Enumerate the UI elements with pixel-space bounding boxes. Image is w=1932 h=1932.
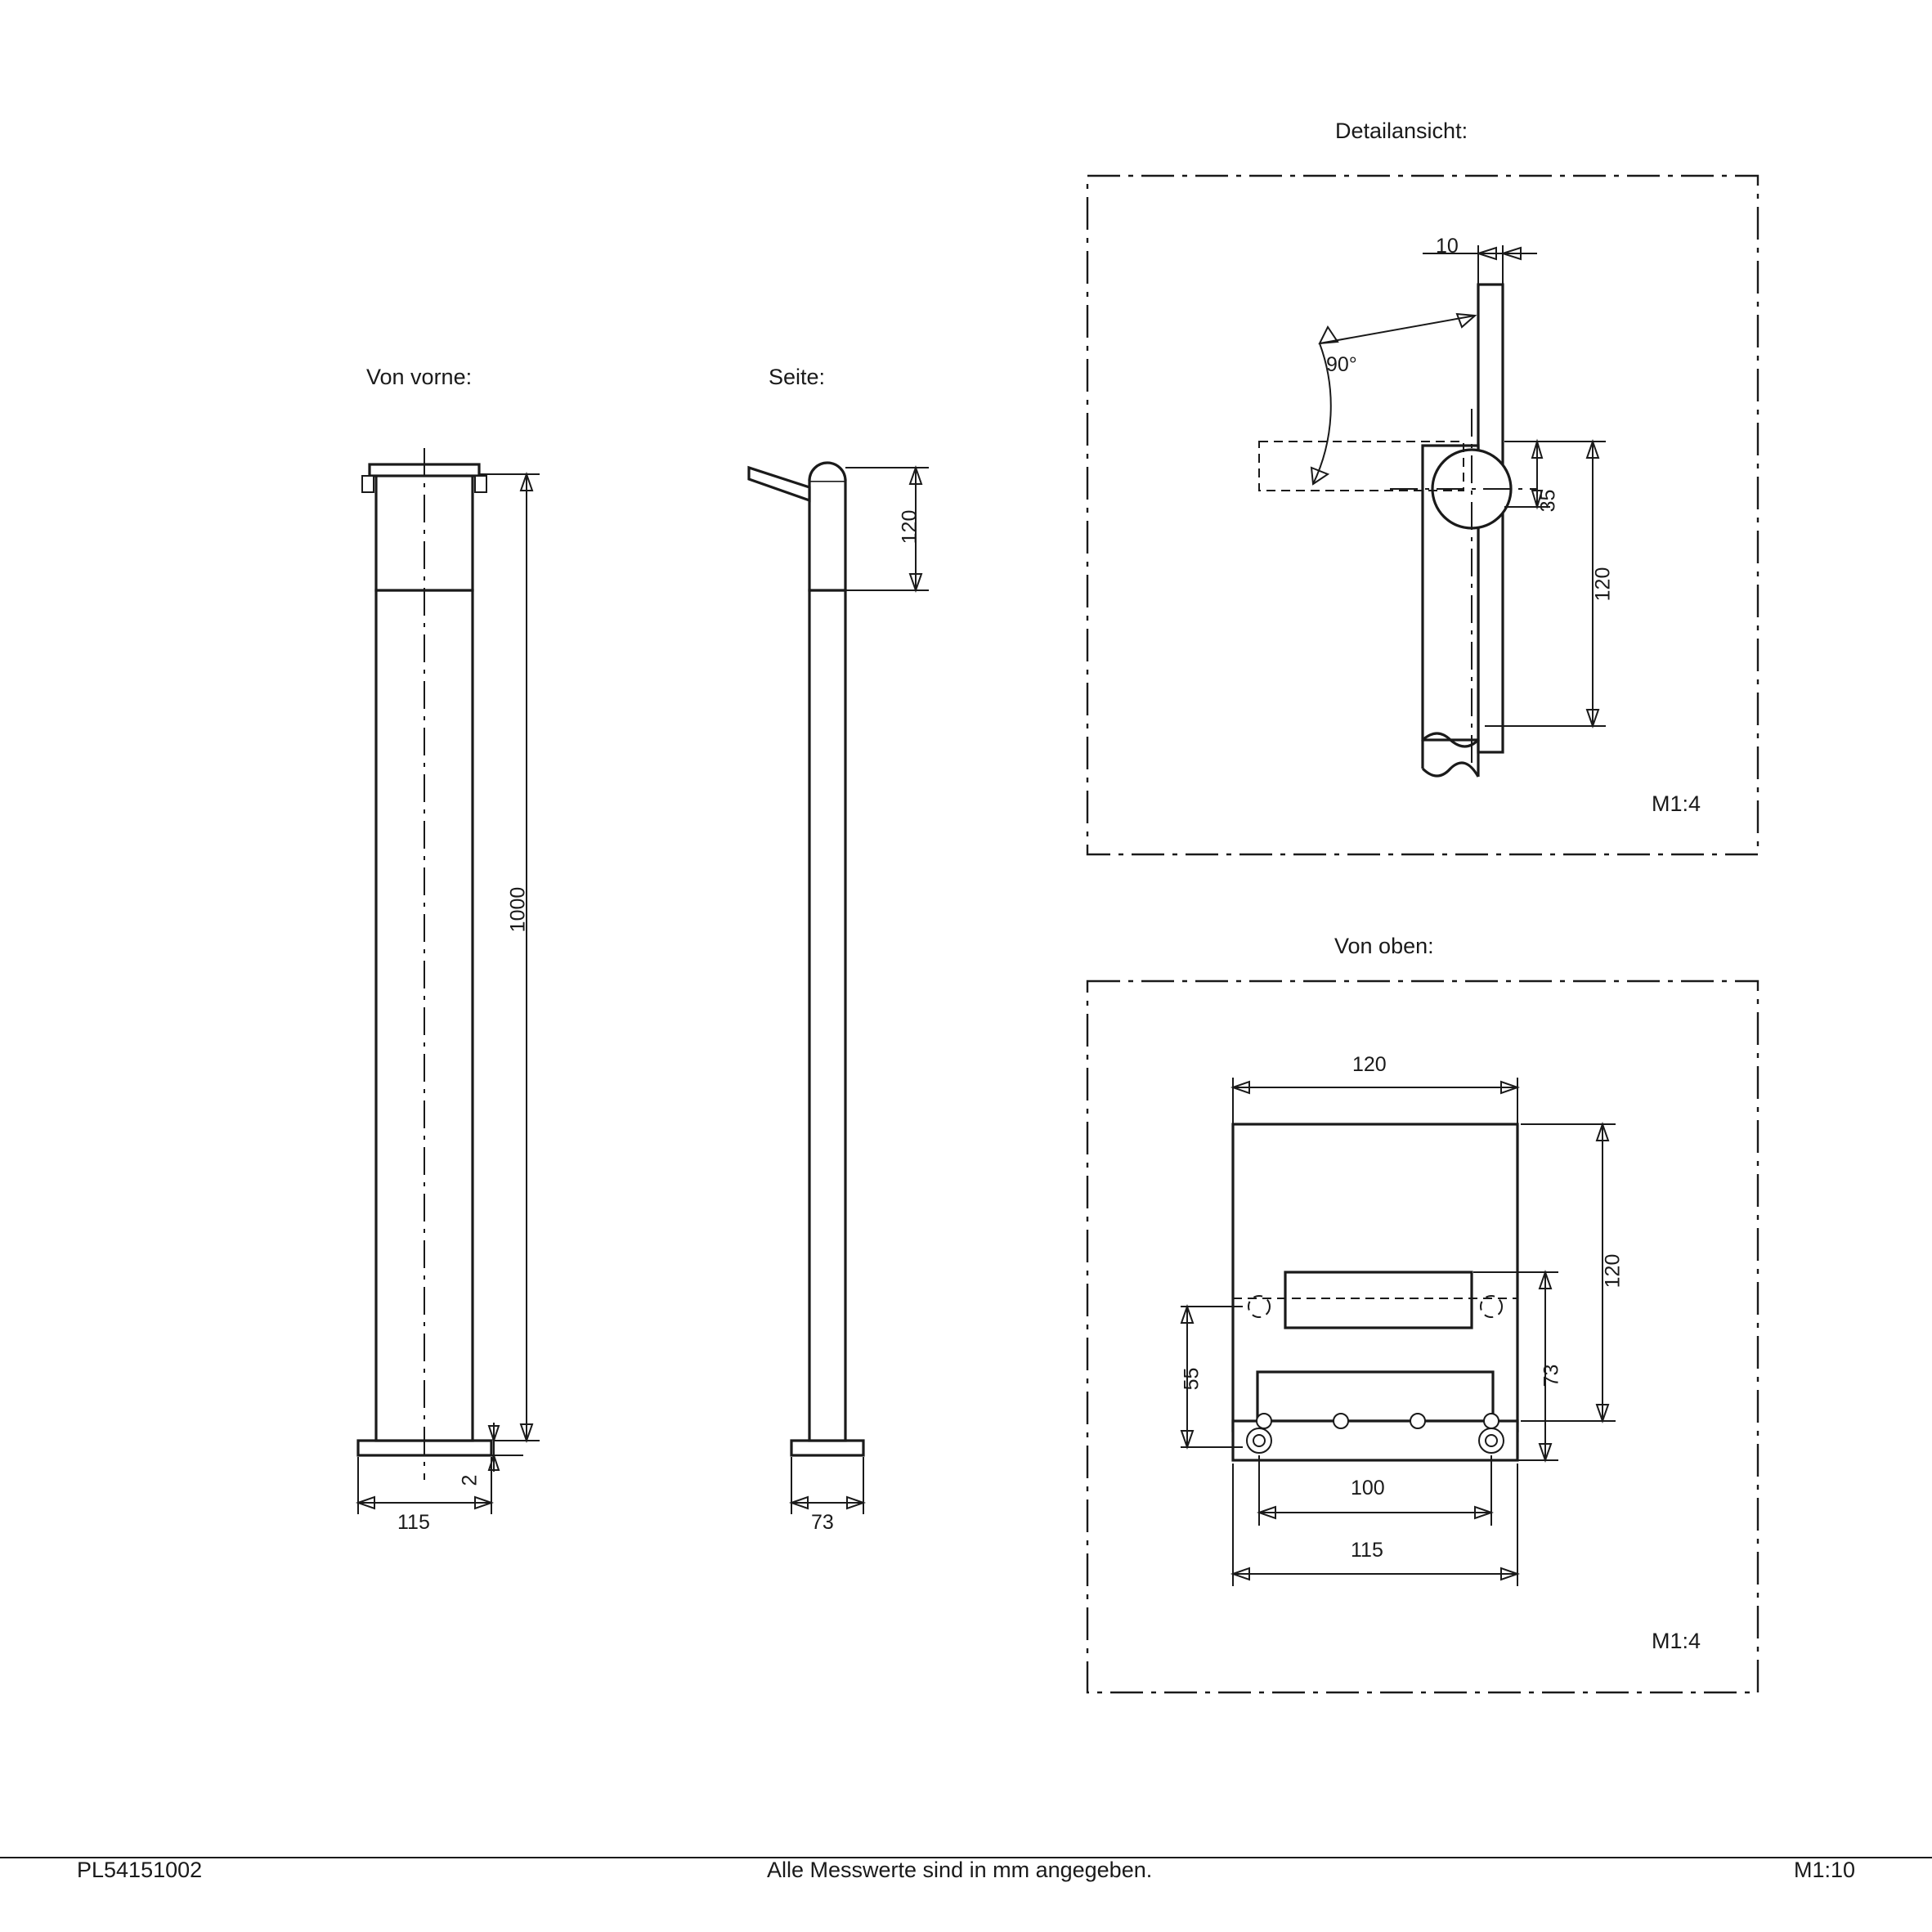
detail-view-title: Detailansicht: — [1335, 119, 1468, 143]
top-view-geometry — [1233, 1124, 1517, 1460]
dim-detail-angle: 90° — [1326, 353, 1357, 376]
measurement-note: Alle Messwerte sind in mm angegeben. — [767, 1858, 1153, 1882]
front-view-geometry — [358, 448, 491, 1480]
dim-detail-flange: 10 — [1436, 235, 1459, 258]
dim-front-height: 1000 — [506, 886, 530, 933]
dim-top-bracket: 55 — [1180, 1367, 1204, 1391]
dim-top-hole-spacing: 100 — [1351, 1477, 1385, 1499]
dim-top-width: 120 — [1352, 1053, 1387, 1076]
dim-top-inner-depth: 73 — [1540, 1364, 1563, 1387]
part-number: PL54151002 — [77, 1858, 203, 1882]
front-view-title: Von vorne: — [366, 365, 473, 389]
dim-top-depth: 120 — [1601, 1253, 1625, 1289]
dim-top-plate-width: 115 — [1351, 1539, 1383, 1562]
dim-detail-offset: 35 — [1536, 489, 1560, 513]
dim-side-base-width: 73 — [811, 1511, 834, 1534]
sheet-scale: M1:10 — [1793, 1858, 1855, 1882]
detail-scale: M1:4 — [1652, 791, 1701, 816]
detail-view-geometry — [1259, 285, 1537, 777]
dim-detail-height: 120 — [1591, 567, 1615, 602]
top-view-scale: M1:4 — [1652, 1629, 1701, 1653]
dim-front-base-width: 115 — [397, 1511, 430, 1534]
dim-side-head-height: 120 — [898, 509, 921, 545]
side-view-geometry — [749, 463, 863, 1455]
side-view-title: Seite: — [769, 365, 826, 389]
dim-front-base-thickness: 2 — [458, 1474, 482, 1486]
top-view-title: Von oben: — [1334, 934, 1434, 958]
